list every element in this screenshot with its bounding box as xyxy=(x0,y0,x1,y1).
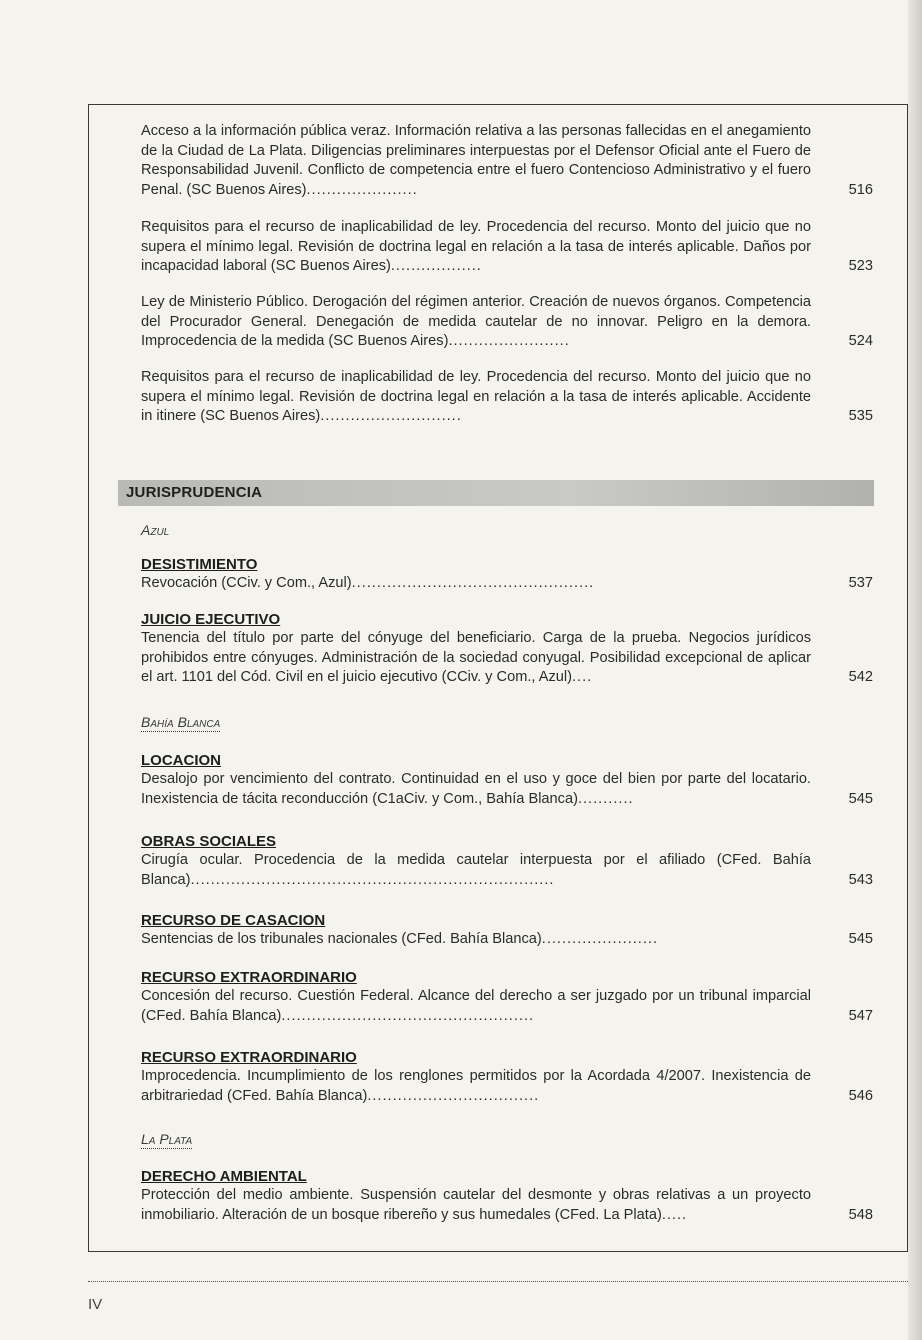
place-bahia-blanca: Bahía Blanca xyxy=(141,714,221,730)
entry-page-number: 523 xyxy=(848,258,873,274)
entry-text: Cirugía ocular. Procedencia de la medida cautelar interpuesta por el afiliado (CFed. Bahía Blanca) xyxy=(141,852,811,888)
entry-page-number: 548 xyxy=(848,1206,873,1223)
entry-text: Improcedencia. Incumplimiento de los renglones permitidos por la Acordada 4/2007. Inexistencia de arbitrariedad (CFed. Bahía Blanca) xyxy=(141,1068,811,1104)
summary-entry: Requisitos para el recurso de inaplicabilidad de ley. Procedencia del recurso. Monto del juicio que no supera el mínimo legal. Revisión de doctrina legal en relación a la tasa de interés aplicable. Daños por incapacidad laboral (SC Buenos Aires).................. 523 xyxy=(141,218,873,277)
entry-text: Sentencias de los tribunales nacionales (CFed. Bahía Blanca) xyxy=(141,931,542,947)
entry-heading: JUICIO EJECUTIVO xyxy=(141,611,281,628)
entry-text: Revocación (CCiv. y Com., Azul) xyxy=(141,575,352,591)
place-la-plata: La Plata xyxy=(141,1131,193,1147)
entry-heading: RECURSO EXTRAORDINARIO xyxy=(141,969,357,986)
jurisprudence-entry: RECURSO DE CASACION Sentencias de los tribunales nacionales (CFed. Bahía Blanca)....................... 545 xyxy=(141,911,873,950)
jurisprudence-entry: DERECHO AMBIENTAL Protección del medio ambiente. Suspensión cautelar del desmonte y obras relativas a un proyecto inmobiliario. Alteración de un bosque ribereño y sus humedales (CFed. La Plata)..... 548 xyxy=(141,1167,873,1225)
entry-page-number: 547 xyxy=(848,1007,873,1024)
jurisprudence-entry: RECURSO EXTRAORDINARIO Improcedencia. Incumplimiento de los renglones permitidos por la Acordada 4/2007. Inexistencia de arbitrariedad (CFed. Bahía Blanca).................................. 546 xyxy=(141,1048,873,1106)
footer-dotted-rule xyxy=(88,1281,908,1282)
entry-text: Desalojo por vencimiento del contrato. Continuidad en el uso y goce del bien por parte del locatario. Inexistencia de tácita reconducción (C1aCiv. y Com., Bahía Blanca) xyxy=(141,771,811,807)
entry-text: Requisitos para el recurso de inaplicabilidad de ley. Procedencia del recurso. Monto del juicio que no supera el mínimo legal. Revisión de doctrina legal en relación a la tasa de interés aplicable. Daños por incapacidad laboral (SC Buenos Aires) xyxy=(141,219,811,274)
place-azul: Azul xyxy=(141,522,170,538)
entry-text: Requisitos para el recurso de inaplicabilidad de ley. Procedencia del recurso. Monto del juicio que no supera el mínimo legal. Revisión de doctrina legal en relación a la tasa de interés aplicable. Accidente in itinere (SC Buenos Aires) xyxy=(141,369,811,424)
entry-text: Tenencia del título por parte del cónyuge del beneficiario. Carga de la prueba. Negocios jurídicos prohibidos entre cónyuges. Administración de la sociedad conyugal. Posibilidad excepcional de aplicar el art. 1101 del Cód. Civil en el juicio ejecutivo (CCiv. y Com., Azul) xyxy=(141,630,811,685)
entry-text: Acceso a la información pública veraz. Información relativa a las personas fallecidas en el anegamiento de la Ciudad de La Plata. Diligencias preliminares interpuestas por el Defensor Oficial ante el Fuero de Responsabilidad Juvenil. Conflicto de competencia entre el fuero Contencioso Administrativo y el fuero Penal. (SC Buenos Aires) xyxy=(141,123,811,198)
entry-heading: RECURSO DE CASACION xyxy=(141,912,326,929)
jurisprudence-entry: OBRAS SOCIALES Cirugía ocular. Procedencia de la medida cautelar interpuesta por el afiliado (CFed. Bahía Blanca)........................................................................ 543 xyxy=(141,832,873,890)
entry-page-number: 545 xyxy=(848,931,873,947)
section-title: JURISPRUDENCIA xyxy=(126,484,263,501)
summary-entry: Acceso a la información pública veraz. Información relativa a las personas fallecidas en el anegamiento de la Ciudad de La Plata. Diligencias preliminares interpuestas por el Defensor Oficial ante el Fuero de Responsabilidad Juvenil. Conflicto de competencia entre el fuero Contencioso Administrativo y el fuero Penal. (SC Buenos Aires)...................... 516 xyxy=(141,122,873,200)
entry-heading: RECURSO EXTRAORDINARIO xyxy=(141,1049,357,1066)
entry-text: Concesión del recurso. Cuestión Federal. Alcance del derecho a ser juzgado por un tribunal imparcial (CFed. Bahía Blanca) xyxy=(141,988,811,1024)
entry-heading: OBRAS SOCIALES xyxy=(141,833,277,850)
entry-page-number: 516 xyxy=(848,181,873,198)
entry-page-number: 545 xyxy=(848,790,873,807)
jurisprudence-entry: RECURSO EXTRAORDINARIO Concesión del recurso. Cuestión Federal. Alcance del derecho a ser juzgado por un tribunal imparcial (CFed. Bahía Blanca).................................................. 547 xyxy=(141,968,873,1026)
summary-entry: Ley de Ministerio Público. Derogación del régimen anterior. Creación de nuevos órganos. Competencia del Procurador General. Denegación de medida cautelar de no innovar. Peligro en la demora. Improcedencia de la medida (SC Buenos Aires)........................ 524 xyxy=(141,293,873,352)
section-bar-jurisprudencia xyxy=(118,480,874,506)
jurisprudence-entry: JUICIO EJECUTIVO Tenencia del título por parte del cónyuge del beneficiario. Carga de la prueba. Negocios jurídicos prohibidos entre cónyuges. Administración de la sociedad conyugal. Posibilidad excepcional de aplicar el art. 1101 del Cód. Civil en el juicio ejecutivo (CCiv. y Com., Azul).... 542 xyxy=(141,610,873,688)
entry-text: Ley de Ministerio Público. Derogación del régimen anterior. Creación de nuevos órganos. Competencia del Procurador General. Denegación de medida cautelar de no innovar. Peligro en la demora. Improcedencia de la medida (SC Buenos Aires) xyxy=(141,294,811,349)
jurisprudence-entry: DESISTIMIENTO Revocación (CCiv. y Com., Azul)................................................ 537 xyxy=(141,555,873,594)
entry-heading: DESISTIMIENTO xyxy=(141,556,258,573)
entry-page-number: 542 xyxy=(848,669,873,685)
entry-page-number: 537 xyxy=(848,575,873,591)
entry-page-number: 546 xyxy=(848,1087,873,1104)
entry-page-number: 535 xyxy=(848,408,873,424)
entry-heading: LOCACION xyxy=(141,752,221,769)
entry-page-number: 524 xyxy=(848,333,873,349)
jurisprudence-entry: LOCACION Desalojo por vencimiento del contrato. Continuidad en el uso y goce del bien por parte del locatario. Inexistencia de tácita reconducción (C1aCiv. y Com., Bahía Blanca)........... 545 xyxy=(141,751,873,809)
entry-heading: DERECHO AMBIENTAL xyxy=(141,1168,307,1185)
entry-page-number: 543 xyxy=(848,871,873,888)
entry-text: Protección del medio ambiente. Suspensión cautelar del desmonte y obras relativas a un proyecto inmobiliario. Alteración de un bosque ribereño y sus humedales (CFed. La Plata) xyxy=(141,1187,811,1223)
footer-page-number: IV xyxy=(88,1296,103,1313)
page-edge-shadow xyxy=(908,0,922,1340)
summary-entry: Requisitos para el recurso de inaplicabilidad de ley. Procedencia del recurso. Monto del juicio que no supera el mínimo legal. Revisión de doctrina legal en relación a la tasa de interés aplicable. Accidente in itinere (SC Buenos Aires)............................ 535 xyxy=(141,368,873,427)
